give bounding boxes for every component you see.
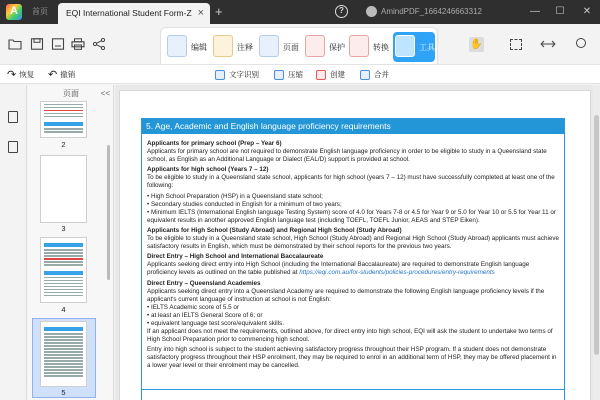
title-bar [0,0,600,24]
document-tab[interactable] [58,3,210,24]
bullet-secondary: • Secondary studies conducted in English for a minimum of two years; [147,200,342,208]
left-rail [0,85,27,400]
merge-label: 合并 [374,70,389,79]
bullet-equivalent: • equivalent language test score/equivalent skills. [147,319,284,327]
page-thumbnail-5[interactable] [40,321,87,387]
undo-label: 撤销 [60,70,76,79]
compress-label: 压缩 [288,70,303,79]
select-tool-icon[interactable] [510,39,522,50]
help-icon[interactable]: ? [335,5,348,18]
ribbon-page-label: 页面 [283,43,299,52]
page-number-5: 5 [61,388,66,397]
thumbnails-title: 页面 [63,89,79,98]
thumbnails-scrollbar[interactable] [107,145,110,280]
redo-button[interactable] [7,68,34,82]
ocr-label: 文字识别 [229,70,259,79]
page-thumbnail-3[interactable] [40,155,87,223]
ribbon-protect[interactable] [303,32,349,62]
ribbon-edit[interactable] [165,32,211,62]
heading-primary: Applicants for primary school (Prep – Year 6) [147,140,282,147]
page-number-4: 4 [61,305,66,314]
bullet-hsp: • High School Preparation (HSP) in a Queensland state school; [147,192,323,200]
share-icon[interactable] [92,38,106,50]
merge-button[interactable] [360,68,389,82]
bullet-ielts-academic: • IELTS Academic score of 5.5 or [147,303,240,311]
ribbon-tools-label: 工具 [419,43,435,52]
save-as-icon[interactable] [51,38,65,50]
paragraph-primary: Applicants for primary school are not required to demonstrate English language proficiency in order to be eligible to study in a Queensland state school, as English as an Additional Language or Dialect (EAL/D) support is provided at school. [147,148,547,164]
document-scrollbar-thumb[interactable] [594,115,599,355]
user-avatar-icon[interactable] [366,6,377,17]
redo-label: 恢复 [19,70,35,79]
paragraph-high-school: To be eligible to study in a Queensland state school, applicants for high school (years 7 – 12) must have successfully completed at least one of the following: [147,174,555,190]
page-number-3: 3 [61,224,66,233]
search-icon[interactable] [576,38,586,48]
heading-study-abroad: Applicants for High School (Study Abroad) and Regional High School (Study Abroad) [147,226,402,234]
ribbon-page[interactable] [257,32,303,62]
maximize-button[interactable]: ☐ [555,6,565,17]
document-viewer [115,85,600,400]
window-close-button[interactable]: ✕ [582,6,592,17]
ribbon-tools[interactable] [393,32,435,62]
bullet-ielts-general: • at least an IELTS General Score of 6; or [147,311,263,319]
compress-icon [274,70,284,80]
paragraph-direct-entry-text: Applicants seeking direct entry into High School (including the International Baccalaureate) are required to demonstrate English language proficiency levels as outlined on the table published at [147,261,530,277]
new-tab-button[interactable]: + [215,4,223,19]
page-thumbnail-4[interactable] [40,237,87,303]
home-tab[interactable]: 首页 [32,7,48,16]
fit-width-icon[interactable] [540,38,556,50]
collapse-panel-button[interactable]: << [100,89,110,98]
paragraph-direct-entry-hs [147,261,561,277]
ribbon-convert[interactable] [347,32,393,62]
section-divider [142,389,564,390]
ribbon-annotate[interactable] [211,32,257,62]
protect-icon [305,35,325,57]
thumbnails-panel [28,85,114,400]
ribbon-convert-label: 转换 [373,43,389,52]
redo-icon: ↷ [7,69,17,82]
ribbon-protect-label: 保护 [329,43,345,52]
tools-toolbar [0,64,600,84]
heading-academies: Direct Entry – Queensland Academies [147,279,261,287]
ribbon-tabs [160,27,438,64]
undo-icon: ↶ [48,69,58,82]
username[interactable]: AmindPDF_1664246663312 [381,7,482,16]
section-title: 5. Age, Academic and English language proficiency requirements [142,119,564,134]
heading-high-school: Applicants for high school (Years 7 – 12) [147,166,269,174]
requirements-section [141,118,565,400]
page-icon [259,35,279,57]
save-icon[interactable] [30,38,44,50]
paragraph-academies: Applicants seeking direct entry into a Queensland Academy are required to demonstrate the following English language proficiency levels if the applicant's current language of instruction at school is not English: [147,287,545,303]
tools-icon [395,35,415,57]
close-tab-icon[interactable]: × [197,7,204,19]
print-icon[interactable] [71,38,85,50]
document-tab-title: EQI International Student Form-Z [66,8,192,18]
annotate-icon [213,35,233,57]
hand-tool-icon[interactable]: ✋ [470,39,483,50]
section-body [147,138,561,371]
compress-button[interactable] [274,68,303,82]
thumbnails-header [28,88,114,100]
entry-requirements-link[interactable]: https://eqi.com.au/for-students/policies-procedures/entry-requirements [299,269,495,277]
merge-icon [360,70,370,80]
heading-direct-entry-hs: Direct Entry – High School and International Baccalaureate [147,253,324,261]
edit-icon [167,35,187,57]
thumbnails-panel-icon[interactable] [8,111,18,123]
document-scrollbar-track[interactable] [593,85,600,400]
pdf-page [119,90,591,400]
paragraph-hsp-requirement: If an applicant does not meet the requirements, outlined above, for direct entry into high school, EQI will ask the student to undertake two terms of High School Preparation prior to commencing high school. [147,328,553,344]
ribbon-edit-label: 编辑 [191,43,207,52]
page-thumbnail-2[interactable] [40,101,87,138]
ocr-icon [215,70,225,80]
convert-icon [349,35,369,57]
main-toolbar [0,24,600,64]
create-icon [316,70,326,80]
undo-button[interactable] [48,68,75,82]
paragraph-progress: Entry into high school is subject to the student achieving satisfactory progress throughout their HSP program. If a student does not demonstrate satisfactory progress throughout their HSP enrolment, they may be required to enrol in an additional term of HSP, they may be offered placement in a lower year level or their enrolment may be cancelled. [147,346,557,370]
create-button[interactable] [316,68,345,82]
app-logo-icon: A [6,4,22,20]
page-number-2: 2 [61,140,66,149]
minimize-button[interactable]: — [530,6,540,17]
bullet-ielts: • Minimum IELTS (International English language Testing System) score of 4.0 for Years 7-8 or 4.5 for Year 9 or 5.0 for Year 10 or 5.5 for Year 11 or equivalent results in another approved English language test (including TOEFL, TOEFL Junior, AEAS and STEP Eiken). [147,208,556,224]
ocr-button[interactable] [215,68,259,82]
bookmarks-panel-icon[interactable] [8,141,18,153]
create-label: 创建 [330,70,345,79]
ribbon-annotate-label: 注释 [237,43,253,52]
paragraph-study-abroad: To be eligible to study in a Queensland state school, High School (Study Abroad) and Regional High School (Study Abroad) applicants must achieve satisfactory results in English, which must be demonstrated by their school reports for the previous two years. [147,235,559,251]
open-folder-icon[interactable] [8,38,22,50]
